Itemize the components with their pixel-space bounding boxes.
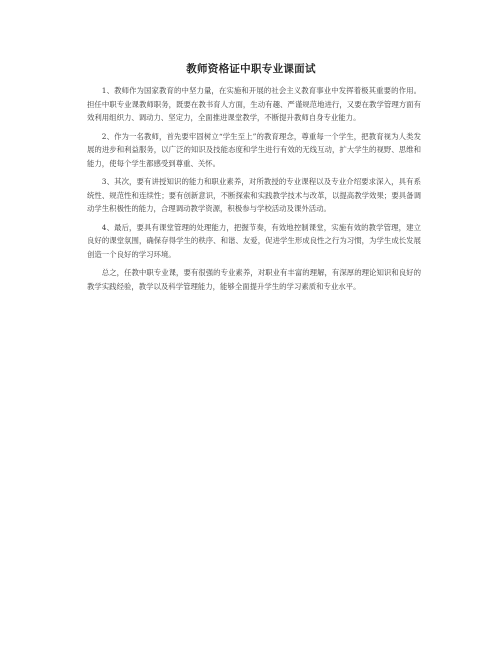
paragraph-3: 3、其次，要有讲授知识的能力和职业素养，对所教授的专业课程以及专业介绍要求深入，具有系统性、规范性和连续性；要有创新意识，不断探索和实践教学技术与改革，以提高教学效果；要具备调动学生积极性的能力，合理调动教学资源，积极参与学校活动及课外活动。 <box>87 177 421 213</box>
paragraph-1: 1、教师作为国家教育的中坚力量，在实施和开展的社会主义教育事业中发挥着极其重要的作用。担任中职专业课教师职务，既要在教书育人方面，生动有趣、严谨规范地进行，又要在教学管理方面有效利用组织力、调动力、坚定力，全面推进课堂教学，不断提升教师自身专业能力。 <box>87 86 421 122</box>
paragraph-4: 4、最后，要具有课堂管理的处理能力，把握节奏，有效地控制课堂，实施有效的教学管理，建立良好的课堂氛围，确保存得学生的秩序、和谐、友爱，促进学生形成良性之行为习惯，为学生成长发展创造一个良好的学习环境。 <box>87 222 421 259</box>
paragraph-summary: 总之，任教中职专业课，要有很强的专业素养，对职业有丰富的理解，有深厚的理论知识和良好的教学实践经验，教学以及科学管理能力，能够全面提升学生的学习素质和专业水平。 <box>87 268 421 291</box>
paragraph-2: 2、作为一名教师，首先要牢固树立“学生至上”的教育理念，尊重每一个学生，把教育视为人类发展的进步和利益服务，以广泛的知识及技能态度和学生进行有效的无线互动，扩大学生的视野、思维和能力，使每个学生都感受到尊重、关怀。 <box>87 131 421 168</box>
document-title: 教师资格证中职专业课面试 <box>186 63 316 75</box>
document-body <box>87 84 421 298</box>
